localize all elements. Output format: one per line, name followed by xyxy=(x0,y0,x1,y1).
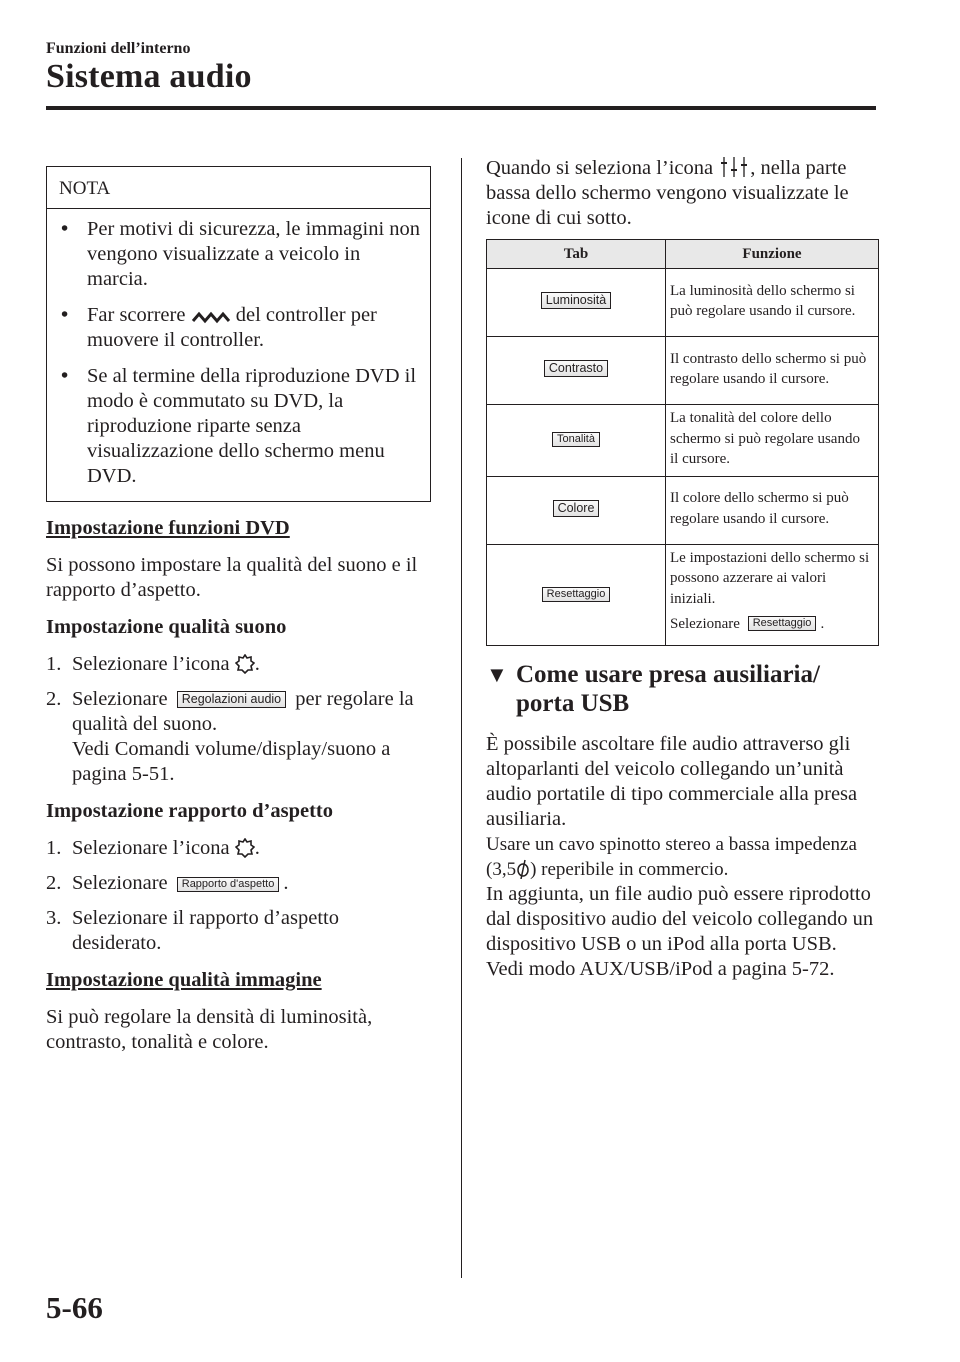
scroll-controller-icon xyxy=(191,309,231,325)
right-column xyxy=(486,156,879,982)
heading-sound-quality: Impostazione qualità suono xyxy=(46,616,287,638)
gear-icon xyxy=(235,654,255,674)
nota-title: NOTA xyxy=(47,167,430,209)
column-divider xyxy=(461,158,462,1278)
heading-image-quality: Impostazione qualità immagine xyxy=(46,969,322,991)
page-number: 5-66 xyxy=(46,1290,103,1325)
diameter-icon xyxy=(516,859,530,879)
nota-bullet: • Se al termine della riproduzione DVD il modo è commutato su DVD, la riproduzione riparte senza visualizzazione dello schermo menu DVD. xyxy=(61,365,417,487)
table-row: Tonalità La tonalità del colore dello schermo si può regolare usando il cursore. xyxy=(487,405,879,477)
nota-bullet: • Far scorrere del controller per muovere il controller. xyxy=(61,304,377,351)
paragraph: Vedi modo AUX/USB/iPod a pagina 5-72. xyxy=(486,958,835,980)
triangle-down-icon: ▼ xyxy=(486,662,508,687)
step: 1. Selezionare l’icona . xyxy=(46,653,260,675)
table-row: Contrasto Il contrasto dello schermo si può regolare usando il cursore. xyxy=(487,337,879,405)
step: 2. Selezionare Regolazioni audio per regolare la qualità del suono. Vedi Comandi volume/display/suono a pagina 5-51. xyxy=(46,688,414,785)
table-header: Funzione xyxy=(666,240,879,269)
header-rule xyxy=(46,106,876,110)
nota-bullet: • Per motivi di sicurezza, le immagini non vengono visualizzate a veicolo in marcia. xyxy=(61,218,421,290)
equalizer-icon xyxy=(718,156,750,178)
gear-icon xyxy=(235,838,255,858)
bullet-icon: • xyxy=(61,304,69,326)
function-table xyxy=(486,239,879,646)
aspect-ratio-button[interactable]: Rapporto d'aspetto xyxy=(177,877,280,892)
heading-dvd-settings: Impostazione funzioni DVD xyxy=(46,517,290,539)
color-tab-button[interactable]: Colore xyxy=(553,500,600,517)
reset-button[interactable]: Resettaggio xyxy=(748,616,817,631)
step: 3. Selezionare il rapporto d’aspetto desiderato. xyxy=(46,907,339,954)
section-heading: ▼ Come usare presa ausiliaria/ porta USB xyxy=(486,661,820,717)
paragraph: Quando si seleziona l’icona , nella parte bassa dello schermo vengono visualizzate le icone di cui sotto. xyxy=(486,157,849,229)
section-header: Funzioni dell’interno xyxy=(46,40,191,57)
paragraph: Si possono impostare la qualità del suono e il rapporto d’aspetto. xyxy=(46,554,418,601)
bullet-icon: • xyxy=(61,218,69,240)
table-row: Resettaggio Le impostazioni dello schermo si possono azzerare ai valori iniziali. Selezionare Resettaggio . xyxy=(487,544,879,646)
reset-tab-button[interactable]: Resettaggio xyxy=(542,587,611,602)
table-row: Luminosità La luminosità dello schermo si può regolare usando il cursore. xyxy=(487,269,879,337)
tint-tab-button[interactable]: Tonalità xyxy=(552,432,600,447)
paragraph: In aggiunta, un file audio può essere riprodotto dal dispositivo audio del veicolo collegando un dispositivo USB o un iPod alla porta USB. xyxy=(486,883,874,955)
page-title: Sistema audio xyxy=(46,58,252,95)
audio-settings-button[interactable]: Regolazioni audio xyxy=(177,691,286,708)
heading-aspect-ratio: Impostazione rapporto d’aspetto xyxy=(46,800,333,822)
paragraph: Si può regolare la densità di luminosità, contrasto, tonalità e colore. xyxy=(46,1006,373,1053)
paragraph: È possibile ascoltare file audio attraverso gli altoparlanti del veicolo collegando un’unità audio portatile di tipo commerciale alla presa ausiliaria. xyxy=(486,733,858,830)
step: 2. Selezionare Rapporto d'aspetto . xyxy=(46,872,289,894)
left-column xyxy=(46,166,431,1067)
bullet-icon: • xyxy=(61,365,69,387)
step: 1. Selezionare l’icona . xyxy=(46,837,260,859)
table-header: Tab xyxy=(487,240,666,269)
table-row: Colore Il colore dello schermo si può regolare usando il cursore. xyxy=(487,476,879,544)
brightness-tab-button[interactable]: Luminosità xyxy=(541,292,611,309)
nota-box xyxy=(46,166,431,502)
paragraph: Usare un cavo spinotto stereo a bassa impedenza (3,5 ) reperibile in commercio. xyxy=(486,834,857,880)
contrast-tab-button[interactable]: Contrasto xyxy=(544,360,608,377)
